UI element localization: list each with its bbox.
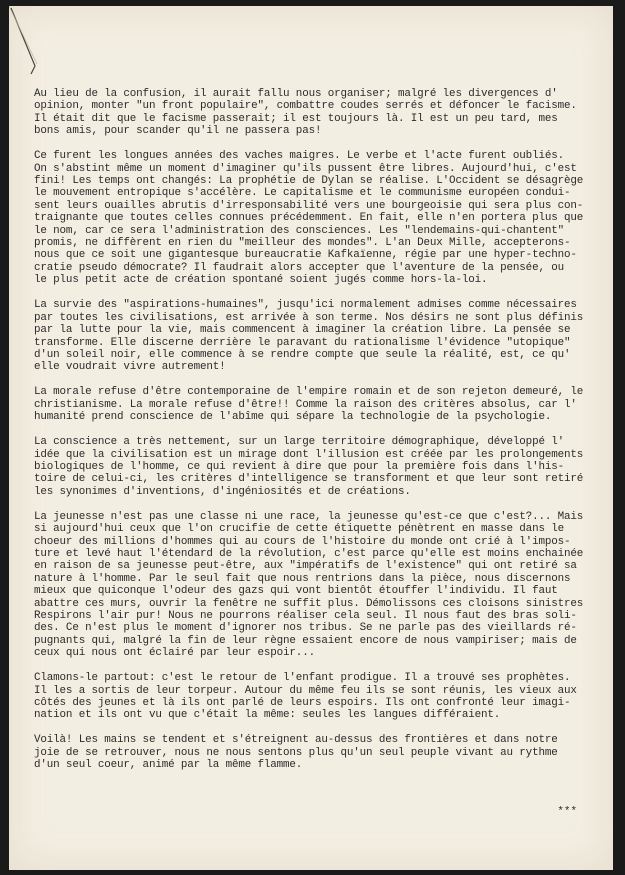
text-line: en raison de sa jeunesse peut-être, aux "impératifs de l'existence" qui ont retiré sa <box>34 560 577 573</box>
paragraph-6 <box>34 511 602 660</box>
text-line: promis, ne diffèrent en rien du "meilleur des mondes". L'an Deux Mille, accepterons- <box>34 237 571 250</box>
text-line: cratie pseudo démocrate? Il faudrait alors accepter que l'aventure de la pensée, ou <box>34 261 564 274</box>
document-body <box>34 88 602 784</box>
text-line: christianisme. La morale refuse d'être!! Comme la raison des critères absolus, car l' <box>34 398 577 411</box>
text-line: ceux qui nous ont éclairé par leur espoir... <box>34 647 315 660</box>
text-line: le plus petit acte de création spontané soient jugés comme hors-la-loi. <box>34 274 488 287</box>
text-line: Ce furent les longues années des vaches maigres. Le verbe et l'acte furent oubliés. <box>34 150 564 163</box>
text-line: fini! Les temps ont changés: La prophétie de Dylan se réalise. L'Occident se désagrège <box>34 175 584 188</box>
text-line: Il les a sortis de leur torpeur. Autour du même feu ils se sont réunis, les vieux aux <box>34 684 577 697</box>
text-line: bons amis, pour scander qu'il ne passera pas! <box>34 125 322 138</box>
text-line: le nom, car ce sera l'administration des consciences. Les "lendemains-qui-chantent" <box>34 224 564 237</box>
text-line: abattre ces murs, ouvrir la fenêtre ne suffit plus. Démolissons ces cloisons sinistres <box>34 597 584 610</box>
text-line: Au lieu de la confusion, il aurait fallu nous organiser; malgré les divergences d' <box>34 88 558 100</box>
text-line: opinion, monter "un front populaire", combattre coudes serrés et défoncer le facisme. <box>34 100 577 113</box>
text-line: mieux que quiconque l'odeur des gazs qui vont bientôt étouffer l'individu. Il faut <box>34 585 558 598</box>
text-line: elle voudrait vivre autrement! <box>34 361 226 374</box>
text-line: d'un seul coeur, animé par la même flamme. <box>34 759 303 772</box>
text-line: côtés des jeunes et là ils ont parlé de leurs espoirs. Ils ont confronté leur imagi- <box>34 697 571 710</box>
closing-mark: *** <box>557 806 577 818</box>
document-page <box>9 6 613 870</box>
text-line: d'un soleil noir, elle commence à se rendre compte que seule la réalité, est, ce qu' <box>34 348 571 361</box>
text-line: idée que la civilisation est un mirage dont l'illusion est créée par les prolongements <box>34 448 584 461</box>
paragraph-4 <box>34 386 602 423</box>
text-line: nation et ils ont vu que c'était la même: seules les langues différaient. <box>34 709 501 722</box>
text-line: par la lutte pour la vie, mais commencent à imaginer la création libre. La pensée se <box>34 324 571 337</box>
paragraph-3 <box>34 299 602 373</box>
text-line: Clamons-le partout: c'est le retour de l'enfant prodigue. Il a trouvé ses prophètes. <box>34 672 571 685</box>
paragraph-2 <box>34 150 602 286</box>
text-line: si aujourd'hui ceux que l'on crucifie de cette étiquette pénètrent en masse dans le <box>34 523 564 536</box>
text-line: La survie des "aspirations-humaines", jusqu'ici normalement admises comme nécessaires <box>34 299 577 312</box>
text-line: Voilà! Les mains se tendent et s'étreignent au-dessus des frontières et dans notre <box>34 734 558 747</box>
text-line: les synonimes d'inventions, d'ingéniosités et de créations. <box>34 485 411 498</box>
text-line: nature à l'homme. Par le seul fait que nous rentrions dans la pièce, nous discernons <box>34 572 571 585</box>
text-line: le mouvement entropique s'accélère. Le capitalisme et le communisme européen condui- <box>34 187 571 200</box>
text-line: sent leurs ouailles abrutis d'irresponsabilité vers une bourgeoisie qui sera plus con- <box>34 199 584 212</box>
text-line: La morale refuse d'être contemporaine de l'empire romain et de son rejeton demeuré, le <box>34 386 584 399</box>
text-line: On s'abstint même un moment d'imaginer qu'ils pussent être libres. Aujourd'hui, c'est <box>34 162 577 175</box>
text-line: Il était dit que le facisme passerait; il est toujours là. Il est un peu tard, mes <box>34 112 558 125</box>
text-line: joie de se retrouver, nous ne nous sentons plus qu'un seul peuple vivant au rythme <box>34 746 558 759</box>
text-line: La jeunesse n'est pas une classe ni une race, la jeunesse qu'est-ce que c'est?... Mais <box>34 510 584 523</box>
text-line: humanité prend conscience de l'abîme qui sépare la technologie de la psychologie. <box>34 411 552 424</box>
paragraph-5 <box>34 436 602 498</box>
text-line: biologiques de l'homme, ce qui revient à dire que pour la première fois dans l'his- <box>34 460 564 473</box>
text-line: pugnants qui, malgré la fin de leur règne essaient encore de nous vampiriser; mais de <box>34 634 577 647</box>
text-line: ture et levé haut l'étendard de la révolution, c'est parce qu'elle est moins enchainée <box>34 547 584 560</box>
paragraph-8 <box>34 734 602 771</box>
folded-corner-mark <box>9 6 49 86</box>
text-line: transforme. Elle discerne derrière le paravant du rationalisme l'évidence "utopique" <box>34 336 571 349</box>
text-line: Respirons l'air pur! Nous ne pourrons réaliser cela seul. Il nous faut des bras soli- <box>34 610 577 622</box>
paragraph-7 <box>34 672 602 722</box>
text-line: choeur des millions d'hommes qui au cours de l'histoire du monde ont crié à l'impos- <box>34 535 571 548</box>
text-line: traignante que toutes celles connues précédemment. En fait, elle n'en portera plus que <box>34 212 584 225</box>
paragraph-1 <box>34 88 602 138</box>
text-line: par toutes les civilisations, est arrivée à son terme. Nos désirs ne sont plus définis <box>34 311 584 324</box>
text-line: toire de celui-ci, les critères d'intelligence se transforment et que leur sont retiré <box>34 473 584 486</box>
text-line: nous que ce soit une gigantesque bureaucratie Kafkaïenne, régie par une hyper-techno- <box>34 249 577 262</box>
text-line: La conscience a très nettement, sur un large territoire démographique, développé l' <box>34 436 564 449</box>
text-line: des. Ce n'est plus le moment d'ignorer nos tribus. Se ne parle pas des vieillards ré- <box>34 622 577 635</box>
